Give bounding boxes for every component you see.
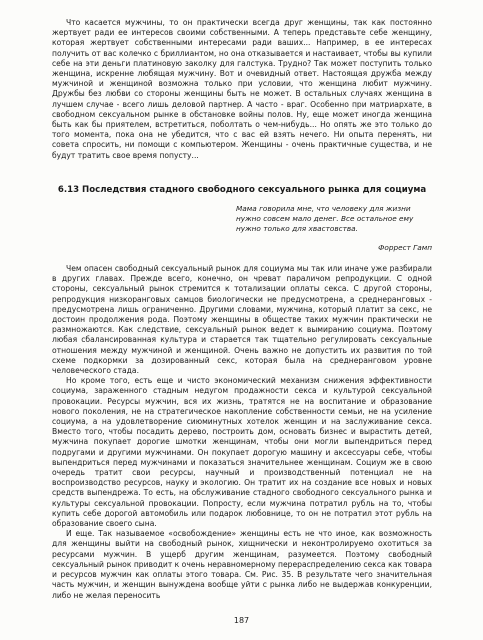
page-number: 187	[233, 616, 250, 625]
paragraph: И еще. Так называемое «освобождение» женщины есть не что иное, как возможность для женщины выйти на свободный рынок, хищнически и неконтролируемо охотиться за ресурсами мужчин. В ущерб другим женщинам, разумеется. Поэтому свободный сексуальный рынок приводит к очень неравномерному перераспределению секса как товара и ресурсов мужчин как оплаты этого товара. См. Рис. 35. В результате чего значительная часть мужчин, и женщин вынуждена вообще уйти с рынка либо не выдержав конкуренции, либо не желая переносить	[52, 529, 432, 600]
paragraph: Чем опасен свободный сексуальный рынок для социума мы так или иначе уже разбирали в других главах. Прежде всего, конечно, он чреват параличом репродукции. С одной стороны, сексуальный рынок стремится к тотализации оплаты секса. С другой стороны, репродукция низкоранговых самцов биологически не предусмотрена, а среднеранговых - предусмотрена лишь ограниченно. Другими словами, мужчина, который платит за секс, не достоин продолжения рода. Поэтому женщины в обществе таких мужчин практически не размножаются. Как следствие, сексуальный рынок ведет к вымиранию социума. Поэтому любая сбалансированная культура и старается так тщательно регулировать сексуальные отношения между мужчиной и женщиной. Очень важно не допустить их развития по той схеме подкормки за дозированный секс, которая была на среднеранговом уровне человеческого стада.	[52, 264, 432, 376]
paragraph: Но кроме того, есть еще и чисто экономический механизм снижения эффективности социума, зараженного стадным недугом продажности секса и культурой сексуальной провокации. Ресурсы мужчин, вся их жизнь, тратятся не на воспитание и образование нового поколения, не на стратегическое накопление собственности семьи, не на усиление социума, а на удовлетворение сиюминутных хотелок женщин и на заслуживание секса. Вместо того, чтобы посадить дерево, построить дом, основать бизнес и вырастить детей, мужчина покупает дорогие шмотки женщинам, чтобы они могли выпендриться перед подругами и другими мужчинами. Он покупает дорогую машину и аксессуары себе, чтобы выпендриться перед мужчинами и показаться значительнее женщинам. Социум же в свою очередь тратит свои ресурсы, научный и производственный потенциал не на воспроизводство ресурсов, науку и экологию. Он тратит их на создание все новых и новых средств выпендрежа. То есть, на обслуживание стадного свободного сексуального рынка и культуры сексуальной провокации. Попросту, если мужчина потратил рубль на то, чтобы купить себе дорогой автомобиль или подарок любовнице, то он не потратил этот рубль на образование своего сына.	[52, 376, 432, 529]
epigraph-author: Форрест Гамп	[378, 243, 432, 252]
body-text-top	[52, 18, 432, 161]
epigraph-quote: Мама говорила мне, что человеку для жизни нужно совсем мало денег. Все остальное ему нужно только для хвастовства.	[236, 204, 414, 233]
body-text-bottom	[52, 264, 432, 601]
paragraph: Что касается мужчины, то он практически всегда друг женщины, так как постоянно жертвует ради ее интересов своими собственными. А теперь представьте себе женщину, которая жертвует собственными интересами ради ваших... Например, в ее интересах получить от вас колечко с бриллиантом, но она отказывается и настаивает, чтобы вы купили себе на эти деньги платиновую заколку для галстука. Трудно? Так может поступить только женщина, искренне любящая мужчину. Вот и очевидный ответ. Настоящая дружба между мужчиной и женщиной возможна только при условии, что женщина любит мужчину. Дружбы без любви со стороны женщины быть не может. В остальных случаях женщина в лучшем случае - всего лишь деловой партнер. А часто - враг. Особенно при матриархате, в свободном сексуальном рынке в обстановке войны полов. Ну, еще может иногда женщина быть как бы приятелем, встретиться, поболтать о чем-нибудь... Но опять же это только до того момента, пока она не убедится, что с вас ей взять нечего. Ни опыта перенять, ни совета спросить, ни помощи с компьютером. Женщины - очень практичные существа, и не будут тратить свое время попусту...	[52, 18, 432, 160]
section-heading: 6.13 Последствия стадного свободного сексуального рынка для социума	[57, 185, 427, 195]
